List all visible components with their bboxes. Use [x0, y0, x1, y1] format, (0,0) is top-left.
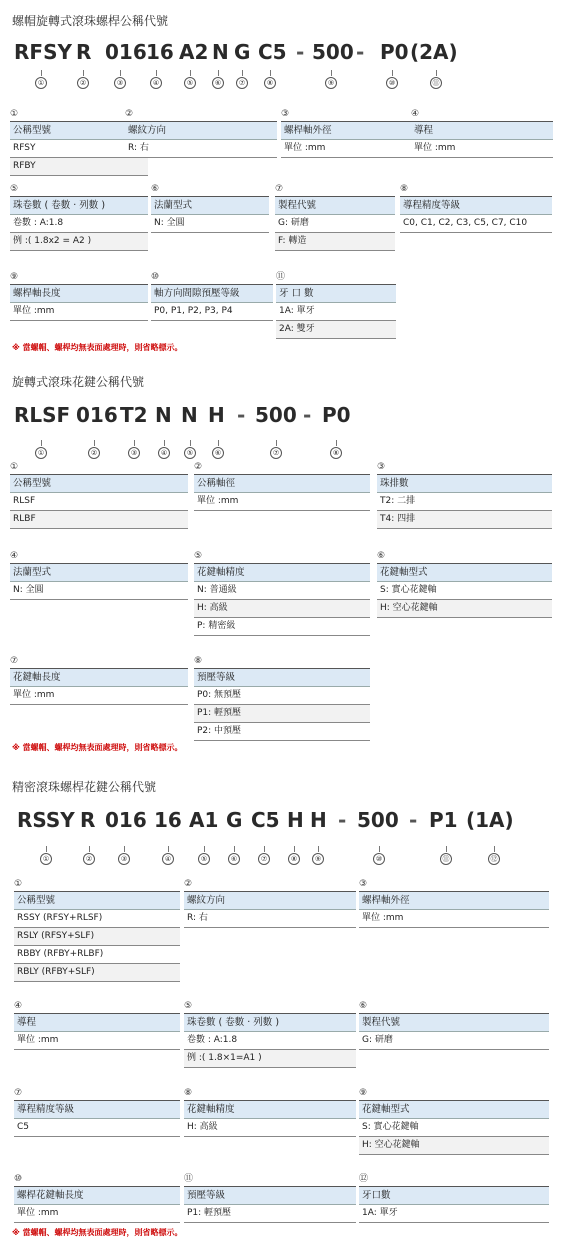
- spec-table-number: ⑤: [194, 551, 203, 561]
- spec-table: [184, 1173, 356, 1223]
- spec-table-header: 預壓等級: [184, 1186, 356, 1205]
- spec-table-row: S: 實心花鍵軸: [377, 582, 552, 600]
- spec-table-row: 1A: 單牙: [359, 1205, 549, 1223]
- code-segment: C5: [258, 40, 287, 64]
- code-segment: T2: [120, 403, 148, 427]
- spec-table-number: ①: [10, 109, 19, 119]
- spec-table: [359, 1087, 549, 1155]
- section3-title: 精密滾珠螺桿花鍵公稱代號: [12, 780, 157, 794]
- code-segment: R: [76, 40, 92, 64]
- marker-tick: [318, 846, 319, 852]
- code-segment: RFSY: [14, 40, 72, 64]
- spec-table: [14, 1087, 180, 1137]
- marker-circle: ⑪: [430, 77, 442, 89]
- section2-title: 旋轉式滾珠花鍵公稱代號: [12, 375, 145, 389]
- marker-circle: ⑧: [330, 447, 342, 459]
- marker-circle: ⑥: [212, 447, 224, 459]
- marker-tick: [190, 70, 191, 76]
- code-segment: 016: [105, 808, 147, 832]
- marker-circle: ⑫: [488, 853, 500, 865]
- code-segment: 500: [357, 808, 399, 832]
- spec-table-header: 花鍵軸長度: [10, 668, 188, 687]
- spec-table: [377, 461, 552, 529]
- spec-table-number: ③: [281, 109, 290, 119]
- spec-table-row: 卷數 : A:1.8: [10, 215, 148, 233]
- marker-tick: [270, 70, 271, 76]
- spec-table-header: 公稱型號: [10, 121, 148, 140]
- spec-table: [359, 1173, 549, 1223]
- spec-table-header: 軸方向間隙預壓等級: [151, 284, 273, 303]
- spec-table-row: RSLY (RFSY+SLF): [14, 928, 180, 946]
- spec-table-row: 單位 :mm: [194, 493, 370, 511]
- marker-circle: ②: [88, 447, 100, 459]
- spec-table-row: R: 右: [125, 140, 277, 158]
- marker-tick: [94, 440, 95, 446]
- spec-table-row: P2: 中預壓: [194, 723, 370, 741]
- marker-tick: [164, 440, 165, 446]
- section1-code-row: [0, 40, 567, 68]
- marker-tick: [218, 440, 219, 446]
- spec-table-row: RLBF: [10, 511, 188, 529]
- spec-table-number: ⑫: [359, 1174, 369, 1184]
- marker-tick: [379, 846, 380, 852]
- marker-tick: [156, 70, 157, 76]
- code-segment: H: [208, 403, 225, 427]
- marker-circle: ⑥: [212, 77, 224, 89]
- code-segment: P1: [429, 808, 458, 832]
- code-segment: G: [234, 40, 251, 64]
- marker-circle: ③: [128, 447, 140, 459]
- spec-table-number: ④: [10, 551, 19, 561]
- spec-table: [14, 1173, 180, 1223]
- code-segment: (1A): [466, 808, 514, 832]
- code-segment: (2A): [410, 40, 458, 64]
- spec-table-header: 導程: [14, 1013, 180, 1032]
- marker-tick: [436, 70, 437, 76]
- spec-table-number: ⑥: [151, 184, 160, 194]
- spec-table-number: ③: [359, 879, 368, 889]
- marker-circle: ①: [35, 447, 47, 459]
- code-segment: N: [212, 40, 229, 64]
- code-segment: P0: [380, 40, 409, 64]
- code-segment: A1: [189, 808, 219, 832]
- spec-table-number: ⑥: [359, 1001, 368, 1011]
- spec-table-row: H: 高級: [184, 1119, 356, 1137]
- marker-tick: [168, 846, 169, 852]
- spec-table-number: ④: [14, 1001, 23, 1011]
- code-segment: 16: [146, 40, 174, 64]
- spec-table-row: G: 研磨: [275, 215, 395, 233]
- spec-table-header: 花鍵軸精度: [184, 1100, 356, 1119]
- marker-circle: ③: [114, 77, 126, 89]
- marker-circle: ⑩: [373, 853, 385, 865]
- spec-table-number: ⑩: [14, 1174, 23, 1184]
- spec-table-row: 2A: 雙牙: [276, 321, 396, 339]
- marker-tick: [446, 846, 447, 852]
- code-segment: A2: [179, 40, 209, 64]
- marker-circle: ⑤: [184, 447, 196, 459]
- marker-circle: ⑦: [236, 77, 248, 89]
- spec-table-number: ⑧: [194, 656, 203, 666]
- spec-table-number: ⑦: [14, 1088, 23, 1098]
- code-segment: H: [310, 808, 327, 832]
- spec-table-header: 螺桿軸長度: [10, 284, 148, 303]
- spec-table-number: ⑧: [184, 1088, 193, 1098]
- spec-table-row: G: 研磨: [359, 1032, 549, 1050]
- code-segment: -: [296, 40, 305, 64]
- code-segment: -: [409, 808, 418, 832]
- spec-table-number: ⑦: [10, 656, 19, 666]
- spec-table: [14, 1000, 180, 1050]
- section3-note: ※ 當螺帽、螺桿均無表面處理時，則省略標示。: [12, 1228, 183, 1237]
- spec-table: [194, 550, 370, 636]
- code-segment: 500: [255, 403, 297, 427]
- spec-table-row: N: 普通級: [194, 582, 370, 600]
- marker-tick: [120, 70, 121, 76]
- marker-tick: [336, 440, 337, 446]
- spec-table-header: 螺紋方向: [184, 891, 356, 910]
- code-segment: -: [338, 808, 347, 832]
- spec-table-header: 螺紋方向: [125, 121, 277, 140]
- spec-table-header: 螺桿花鍵軸長度: [14, 1186, 180, 1205]
- spec-table-row: T4: 四排: [377, 511, 552, 529]
- spec-table-number: ⑪: [184, 1174, 194, 1184]
- marker-circle: ⑨: [325, 77, 337, 89]
- spec-table-row: P0: 無預壓: [194, 687, 370, 705]
- code-segment: G: [226, 808, 243, 832]
- spec-table-header: 導程精度等級: [14, 1100, 180, 1119]
- spec-table: [194, 655, 370, 741]
- spec-table-row: C5: [14, 1119, 180, 1137]
- spec-table-number: ④: [411, 109, 420, 119]
- spec-table-row: P: 精密級: [194, 618, 370, 636]
- marker-circle: ⑧: [264, 77, 276, 89]
- spec-table: [10, 183, 148, 251]
- marker-tick: [89, 846, 90, 852]
- marker-circle: ①: [35, 77, 47, 89]
- spec-table: [10, 461, 188, 529]
- spec-table-row: 1A: 單牙: [276, 303, 396, 321]
- spec-table-header: 製程代號: [275, 196, 395, 215]
- spec-table-row: T2: 二排: [377, 493, 552, 511]
- spec-table-row: P0, P1, P2, P3, P4: [151, 303, 273, 321]
- marker-tick: [294, 846, 295, 852]
- marker-tick: [83, 70, 84, 76]
- spec-table: [411, 108, 553, 158]
- spec-table: [194, 461, 370, 511]
- section1-note: ※ 當螺帽、螺桿均無表面處理時，則省略標示。: [12, 343, 183, 352]
- spec-table-row: C0, C1, C2, C3, C5, C7, C10: [400, 215, 552, 233]
- spec-table-header: 牙 口 數: [276, 284, 396, 303]
- marker-circle: ⑨: [312, 853, 324, 865]
- marker-circle: ②: [77, 77, 89, 89]
- marker-tick: [204, 846, 205, 852]
- spec-table-row: 單位 :mm: [359, 910, 549, 928]
- code-segment: -: [303, 403, 312, 427]
- spec-table-number: ⑧: [400, 184, 409, 194]
- spec-table-header: 法蘭型式: [10, 563, 188, 582]
- marker-tick: [124, 846, 125, 852]
- spec-table-row: RFSY: [10, 140, 148, 158]
- spec-table-number: ⑦: [275, 184, 284, 194]
- marker-circle: ⑦: [270, 447, 282, 459]
- spec-table-header: 導程: [411, 121, 553, 140]
- spec-table: [10, 655, 188, 705]
- marker-circle: ④: [158, 447, 170, 459]
- marker-tick: [41, 70, 42, 76]
- code-segment: R: [80, 808, 96, 832]
- spec-table-row: F: 轉造: [275, 233, 395, 251]
- spec-table-row: 單位 :mm: [14, 1205, 180, 1223]
- marker-tick: [41, 440, 42, 446]
- spec-table: [184, 1087, 356, 1137]
- marker-circle: ①: [40, 853, 52, 865]
- marker-tick: [234, 846, 235, 852]
- marker-circle: ④: [162, 853, 174, 865]
- spec-table-row: 單位 :mm: [411, 140, 553, 158]
- spec-table: [14, 878, 180, 982]
- code-segment: -: [237, 403, 246, 427]
- spec-table-row: 例 :( 1.8×1=A1 ): [184, 1050, 356, 1068]
- spec-table-row: 例 :( 1.8x2 = A2 ): [10, 233, 148, 251]
- marker-circle: ⑤: [184, 77, 196, 89]
- marker-circle: ⑧: [288, 853, 300, 865]
- spec-table: [10, 271, 148, 321]
- marker-tick: [392, 70, 393, 76]
- spec-table-row: RBLY (RFBY+SLF): [14, 964, 180, 982]
- marker-circle: ③: [118, 853, 130, 865]
- spec-table-header: 公稱軸徑: [194, 474, 370, 493]
- spec-table: [275, 183, 395, 251]
- spec-table-row: H: 空心花鍵軸: [359, 1137, 549, 1155]
- marker-circle: ⑩: [386, 77, 398, 89]
- code-segment: RSSY: [17, 808, 75, 832]
- spec-table-row: R: 右: [184, 910, 356, 928]
- spec-table-header: 預壓等級: [194, 668, 370, 687]
- spec-table: [151, 183, 269, 233]
- spec-table-row: 單位 :mm: [10, 687, 188, 705]
- spec-table-row: 卷數 : A:1.8: [184, 1032, 356, 1050]
- spec-table-number: ⑥: [377, 551, 386, 561]
- spec-table: [276, 271, 396, 339]
- spec-table-number: ②: [184, 879, 193, 889]
- spec-table-row: H: 空心花鍵軸: [377, 600, 552, 618]
- spec-table-row: RLSF: [10, 493, 188, 511]
- spec-table-number: ⑨: [359, 1088, 368, 1098]
- spec-table-header: 公稱型號: [10, 474, 188, 493]
- marker-tick: [190, 440, 191, 446]
- spec-table-number: ⑤: [184, 1001, 193, 1011]
- spec-table: [359, 878, 549, 928]
- marker-tick: [218, 70, 219, 76]
- code-segment: 016: [76, 403, 118, 427]
- marker-tick: [276, 440, 277, 446]
- spec-table-number: ①: [14, 879, 23, 889]
- code-segment: H: [287, 808, 304, 832]
- spec-table-number: ②: [194, 462, 203, 472]
- spec-table-row: N: 全圓: [10, 582, 188, 600]
- spec-table-header: 花鍵軸精度: [194, 563, 370, 582]
- spec-table-number: ②: [125, 109, 134, 119]
- spec-table: [184, 1000, 356, 1068]
- spec-table-number: ⑪: [276, 272, 286, 282]
- spec-table-header: 珠卷數 ( 卷數 · 列數 ): [184, 1013, 356, 1032]
- spec-table: [359, 1000, 549, 1050]
- spec-table-row: 單位 :mm: [14, 1032, 180, 1050]
- spec-table-header: 製程代號: [359, 1013, 549, 1032]
- marker-circle: ④: [150, 77, 162, 89]
- section3-code-row: [0, 808, 567, 836]
- spec-table-row: P1: 輕預壓: [184, 1205, 356, 1223]
- marker-tick: [331, 70, 332, 76]
- spec-table-row: RSSY (RFSY+RLSF): [14, 910, 180, 928]
- spec-table-number: ⑨: [10, 272, 19, 282]
- marker-tick: [264, 846, 265, 852]
- spec-table-row: 單位 :mm: [281, 140, 411, 158]
- spec-table: [125, 108, 277, 158]
- spec-table-row: RFBY: [10, 158, 148, 176]
- spec-table-row: 單位 :mm: [10, 303, 148, 321]
- spec-table-header: 螺桿軸外徑: [281, 121, 411, 140]
- marker-tick: [134, 440, 135, 446]
- code-segment: N: [181, 403, 198, 427]
- marker-tick: [494, 846, 495, 852]
- code-segment: RLSF: [14, 403, 71, 427]
- spec-table-header: 珠卷數 ( 卷數 · 列數 ): [10, 196, 148, 215]
- spec-table: [377, 550, 552, 618]
- spec-table: [281, 108, 411, 158]
- code-segment: N: [155, 403, 172, 427]
- spec-table-row: P1: 輕預壓: [194, 705, 370, 723]
- spec-table: [400, 183, 552, 233]
- spec-table-header: 導程精度等級: [400, 196, 552, 215]
- section2-note: ※ 當螺帽、螺桿均無表面處理時，則省略標示。: [12, 743, 183, 752]
- spec-table-number: ⑤: [10, 184, 19, 194]
- spec-table-header: 公稱型號: [14, 891, 180, 910]
- spec-table-header: 珠排數: [377, 474, 552, 493]
- code-segment: 16: [154, 808, 182, 832]
- spec-table-header: 法蘭型式: [151, 196, 269, 215]
- spec-table-row: RBBY (RFBY+RLBF): [14, 946, 180, 964]
- spec-table-row: S: 實心花鍵軸: [359, 1119, 549, 1137]
- marker-tick: [242, 70, 243, 76]
- code-segment: 016: [105, 40, 147, 64]
- marker-tick: [46, 846, 47, 852]
- spec-table: [151, 271, 273, 321]
- spec-table-row: N: 全圓: [151, 215, 269, 233]
- spec-table: [10, 550, 188, 600]
- marker-circle: ⑪: [440, 853, 452, 865]
- code-segment: C5: [251, 808, 280, 832]
- code-segment: -: [356, 40, 365, 64]
- spec-table-header: 牙口數: [359, 1186, 549, 1205]
- spec-table-number: ③: [377, 462, 386, 472]
- marker-circle: ⑥: [228, 853, 240, 865]
- marker-circle: ②: [83, 853, 95, 865]
- marker-circle: ⑦: [258, 853, 270, 865]
- spec-table-row: H: 高級: [194, 600, 370, 618]
- spec-table-number: ⑩: [151, 272, 160, 282]
- spec-table-header: 螺桿軸外徑: [359, 891, 549, 910]
- code-segment: 500: [312, 40, 354, 64]
- spec-table-number: ①: [10, 462, 19, 472]
- section2-code-row: [0, 403, 567, 431]
- spec-table-header: 花鍵軸型式: [377, 563, 552, 582]
- code-segment: P0: [322, 403, 351, 427]
- section1-title: 螺帽旋轉式滾珠螺桿公稱代號: [12, 14, 169, 28]
- spec-table: [184, 878, 356, 928]
- marker-circle: ⑤: [198, 853, 210, 865]
- spec-table-header: 花鍵軸型式: [359, 1100, 549, 1119]
